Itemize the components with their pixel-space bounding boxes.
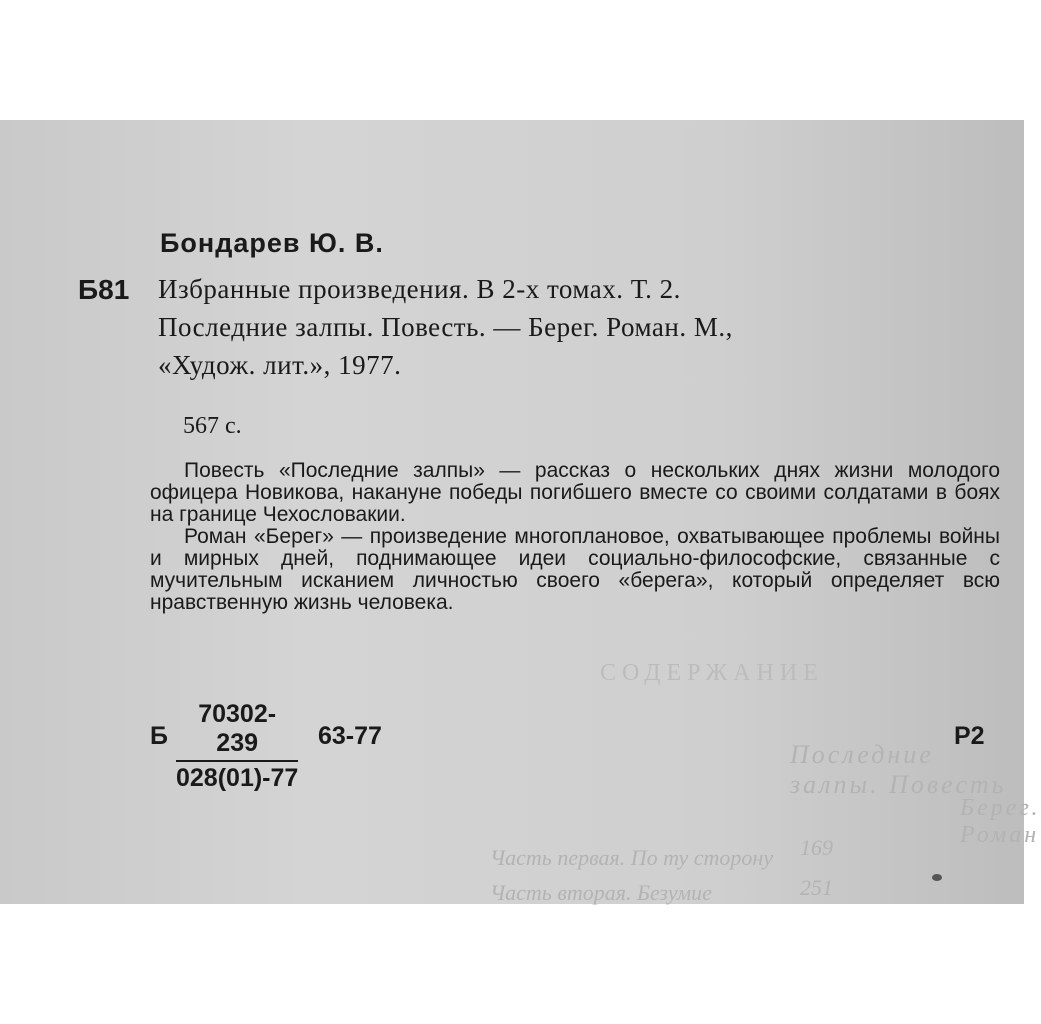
bleed-through-heading: СОДЕРЖАНИЕ <box>600 660 824 686</box>
bleed-through-line: Часть вторая. Безумие <box>490 880 712 905</box>
bbk-letter: Б <box>150 722 168 750</box>
annotation <box>150 460 1000 614</box>
title-line: Последние залпы. Повесть. — Берег. Роман. М., <box>158 312 733 342</box>
bleed-through-number: 251 <box>800 875 833 900</box>
classification-code: Р2 <box>954 722 985 750</box>
bbk-denominator: 028(01)-77 <box>176 764 299 792</box>
bleed-through-line: Последние залпы. Повесть <box>790 740 1007 799</box>
author-code: Б81 <box>78 274 130 305</box>
page-count: 567 с. <box>183 413 242 439</box>
annotation-paragraph: Роман «Берег» — произведение многоплановое, охватывающее проблемы войны и мирных дней, поднимающее идеи социально-философские, связанные с мучительным исканием личностью своего «берега», который определяет всю нравственную жизнь человека. <box>150 525 1000 614</box>
bleed-through-line: Берег. Роман <box>960 795 1041 848</box>
title-line: Избранные произведения. В 2-х томах. Т. 2. <box>158 274 681 304</box>
card-photo <box>0 120 1041 905</box>
author-name: Бондарев Ю. В. <box>160 228 384 258</box>
bleed-through-line: Часть первая. По ту сторону <box>490 845 774 870</box>
title-block <box>158 270 1008 384</box>
title-line: «Худож. лит.», 1977. <box>158 350 402 380</box>
annotation-paragraph: Повесть «Последние залпы» — рассказ о нескольких днях жизни молодого офицера Новикова, накануне победы погибшего вместе со своими солдатами в боях на границе Чехословакии. <box>150 459 1000 526</box>
bbk-numerator: 70302-239 <box>176 700 298 762</box>
bbk-suffix: 63-77 <box>318 722 382 750</box>
ink-speck <box>932 874 942 881</box>
bleed-through-number: 169 <box>800 835 833 860</box>
bbk-fraction <box>176 700 298 793</box>
